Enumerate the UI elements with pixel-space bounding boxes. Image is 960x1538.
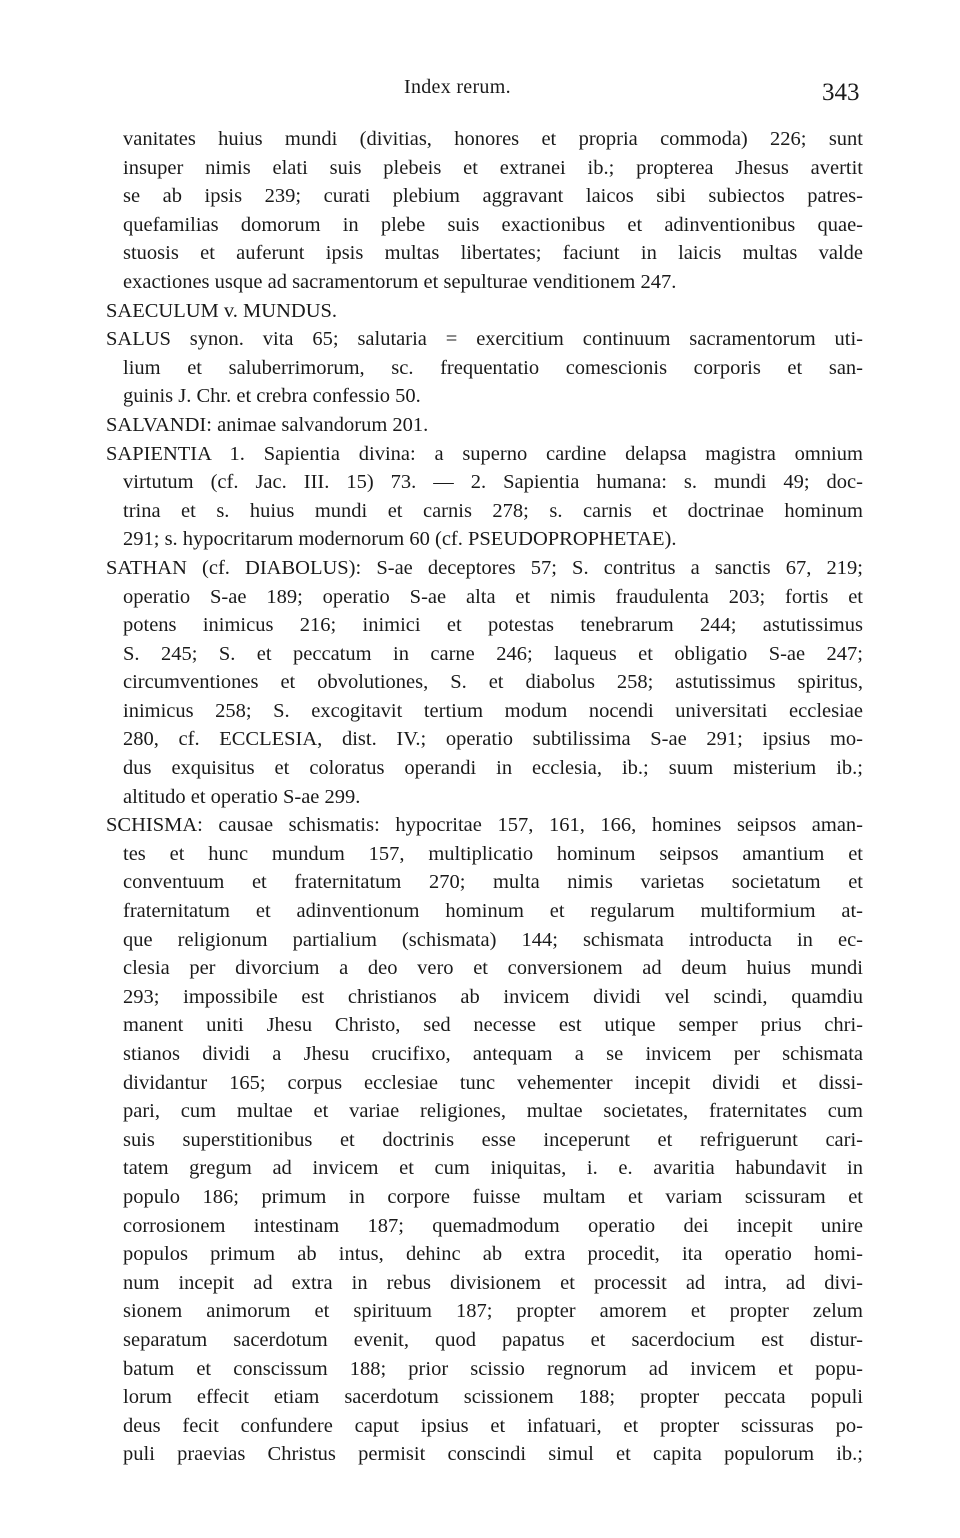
- text-line: S. 245; S. et peccatum in carne 246; laqueus et obligatio S-ae 247;: [123, 642, 863, 665]
- entry-continuation: [123, 125, 863, 297]
- entry-sathan: [106, 554, 863, 811]
- entry-schisma: [106, 811, 863, 1469]
- text-line: fraternitatum et adinventionum hominum et regularum multiformium at-: [123, 900, 863, 923]
- entry-salus: [106, 325, 863, 411]
- page-number: 343: [822, 79, 860, 106]
- text-line: deus fecit confundere caput ipsius et infatuari, et propter scissuras po-: [123, 1414, 863, 1437]
- entry-headword-line: SALUS synon. vita 65; salutaria = exercitium continuum sacramentorum uti-: [106, 328, 863, 351]
- text-line: tatem gregum ad invicem et cum iniquitas, i. e. avaritia habundavit in: [123, 1157, 863, 1180]
- entry-headword-line: SATHAN (cf. DIABOLUS): S-ae deceptores 57; S. contritus a sanctis 67, 219;: [106, 556, 863, 579]
- text-line: lorum effecit etiam sacerdotum scissionem 188; propter peccata populi: [123, 1386, 863, 1409]
- running-title: Index rerum.: [404, 76, 511, 98]
- text-line: batum et conscissum 188; prior scissio regnorum ad invicem et popu-: [123, 1357, 863, 1380]
- text-line: sionem animorum et spirituum 187; propter amorem et propter zelum: [123, 1300, 863, 1323]
- text-line: exactiones usque ad sacramentorum et sepulturae venditionem 247.: [123, 270, 677, 293]
- text-line: stianos dividi a Jhesu crucifixo, antequam a se invicem per schismata: [123, 1043, 863, 1065]
- text-line: insuper nimis elati suis plebeis et extranei ib.; propterea Jhesus avertit: [123, 156, 863, 179]
- text-line: operatio S-ae 189; operatio S-ae alta et nimis fraudulenta 203; fortis et: [123, 585, 863, 608]
- text-line: suis superstitionibus et doctrinis esse inceperunt et refriguerunt cari-: [123, 1128, 863, 1151]
- text-line: circumventiones et obvolutiones, S. et diabolus 258; astutissimus spiritus,: [123, 671, 863, 694]
- text-line: corrosionem intestinam 187; quemadmodum operatio dei incepit unire: [123, 1214, 863, 1237]
- entry-sapientia: [106, 440, 863, 554]
- entry-headword-line: SCHISMA: causae schismatis: hypocritae 157, 161, 166, homines seipsos aman-: [106, 814, 863, 837]
- page-header: [0, 76, 960, 106]
- entry-headword-line: SAECULUM v. MUNDUS.: [106, 299, 338, 322]
- text-line: virtutum (cf. Jac. III. 15) 73. — 2. Sapientia humana: s. mundi 49; doc-: [123, 471, 863, 494]
- text-line: dividantur 165; corpus ecclesiae tunc vehementer incepit dividi et dissi-: [123, 1071, 863, 1094]
- index-body: [106, 125, 863, 1469]
- text-line: trina et s. huius mundi et carnis 278; s. carnis et doctrinae hominum: [123, 499, 863, 522]
- text-line: 293; impossibile est christianos ab invicem dividi vel scindi, quamdiu: [123, 985, 863, 1008]
- text-line: populo 186; primum in corpore fuisse multam et variam scissuram et: [123, 1185, 863, 1208]
- entry-saeculum: [106, 297, 863, 326]
- entry-salvandi: [106, 411, 863, 440]
- text-line: quefamilias domorum in plebe suis exactionibus et adinventionibus quae-: [123, 213, 863, 236]
- text-line: tes et hunc mundum 157, multiplicatio hominum seipsos amantium et: [123, 842, 863, 865]
- text-line: populos primum ab intus, dehinc ab extra procedit, ita operatio homi-: [123, 1243, 863, 1266]
- text-line: conventuum et fraternitatum 270; multa nimis varietas societatum et: [123, 871, 863, 894]
- text-line: altitudo et operatio S-ae 299.: [123, 785, 361, 808]
- text-line: potens inimicus 216; inimici et potestas tenebrarum 244; astutissimus: [123, 614, 863, 637]
- text-line: inimicus 258; S. excogitavit tertium modum nocendi universitati ecclesiae: [123, 699, 863, 722]
- text-line: separatum sacerdotum evenit, quod papatus et sacerdocium est distur-: [123, 1328, 863, 1351]
- text-line: num incepit ad extra in rebus divisionem et processit ad intra, ad divi-: [123, 1271, 863, 1294]
- entry-headword-line: SAPIENTIA 1. Sapientia divina: a superno cardine delapsa magistra omnium: [106, 442, 863, 465]
- text-line: lium et saluberrimorum, sc. frequentatio comescionis corporis et san-: [123, 356, 863, 379]
- text-line: se ab ipsis 239; curati plebium aggravant laicos sibi subiectos patres-: [123, 185, 863, 208]
- text-line: puli praevias Christus permisit conscindi simul et capita populorum ib.;: [123, 1443, 863, 1466]
- text-line: guinis J. Chr. et crebra confessio 50.: [123, 385, 421, 408]
- text-line: stuosis et auferunt ipsis multas libertates; faciunt in laicis multas valde: [123, 242, 863, 265]
- text-line: manent uniti Jhesu Christo, sed necesse est utique semper prius chri-: [123, 1014, 863, 1037]
- text-line: dus exquisitus et coloratus operandi in ecclesia, ib.; suum misterium ib.;: [123, 757, 863, 780]
- text-line: vanitates huius mundi (divitias, honores et propria commoda) 226; sunt: [123, 128, 863, 150]
- text-line: pari, cum multae et variae religiones, multae societates, fraternitates cum: [123, 1100, 863, 1123]
- text-line: que religionum partialium (schismata) 144; schismata introducta in ec-: [123, 928, 863, 951]
- text-line: clesia per divorcium a deo vero et conversionem ad deum huius mundi: [123, 957, 863, 980]
- text-line: 291; s. hypocritarum modernorum 60 (cf. PSEUDOPROPHETAE).: [123, 528, 677, 551]
- text-line: 280, cf. ECCLESIA, dist. IV.; operatio subtilissima S-ae 291; ipsius mo-: [123, 728, 863, 751]
- entry-headword-line: SALVANDI: animae salvandorum 201.: [106, 413, 429, 436]
